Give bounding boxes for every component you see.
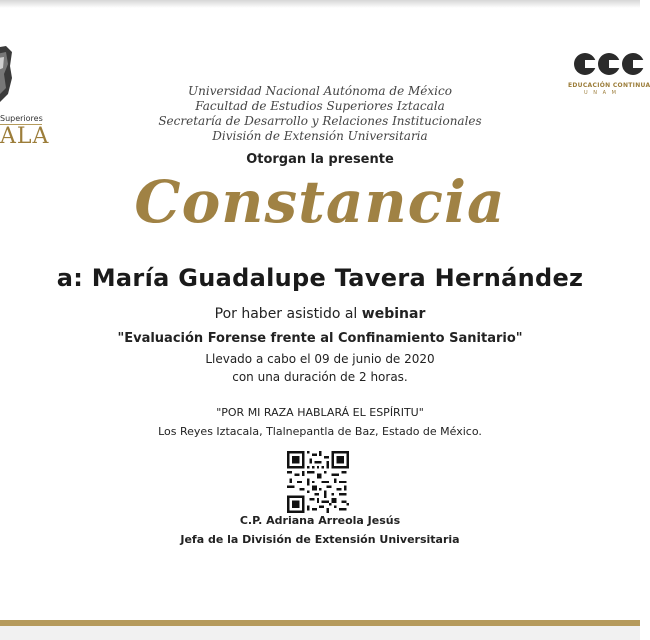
location: Los Reyes Iztacala, Tlalnepantla de Baz, Estado de México. [158,425,482,438]
date-line: Llevado a cabo el 09 de junio de 2020 [205,352,435,366]
institution-line-faculty: Facultad de Estudios Superiores Iztacala [195,99,445,113]
institution-line-division: División de Extensión Universitaria [212,129,428,143]
educacion-continua-text: EDUCACIÓN CONTINUA [568,82,650,89]
bottom-edge [0,626,640,640]
attendance-prefix: Por haber asistido al [214,306,362,322]
motto: "POR MI RAZA HABLARÁ EL ESPÍRITU" [216,406,424,419]
event-title: "Evaluación Forense frente al Confinamiento Sanitario" [117,331,523,346]
recipient-name: a: María Guadalupe Tavera Hernández [56,264,584,292]
attendance-type: webinar [361,306,426,322]
qr-code-icon [287,451,349,513]
certificate-title: Constancia [134,168,506,236]
left-logo-subtitle: Superiores [0,114,43,123]
educacion-continua-subtitle: U N A M [584,90,618,96]
duration-line: con una duración de 2 horas. [232,370,408,384]
institution-line-university: Universidad Nacional Autónoma de México [188,84,452,98]
institution-line-secretariat: Secretaría de Desarrollo y Relaciones Institucionales [158,114,482,128]
page-top-shadow [0,0,640,8]
left-logo-wordmark: ALA [0,124,50,149]
signatory-name: C.P. Adriana Arreola Jesús [239,514,401,527]
signatory-position: Jefa de la División de Extensión Universitaria [180,533,460,546]
grant-text: Otorgan la presente [246,152,394,167]
educacion-continua-logo-icon [572,47,640,81]
attendance-line [0,306,640,322]
